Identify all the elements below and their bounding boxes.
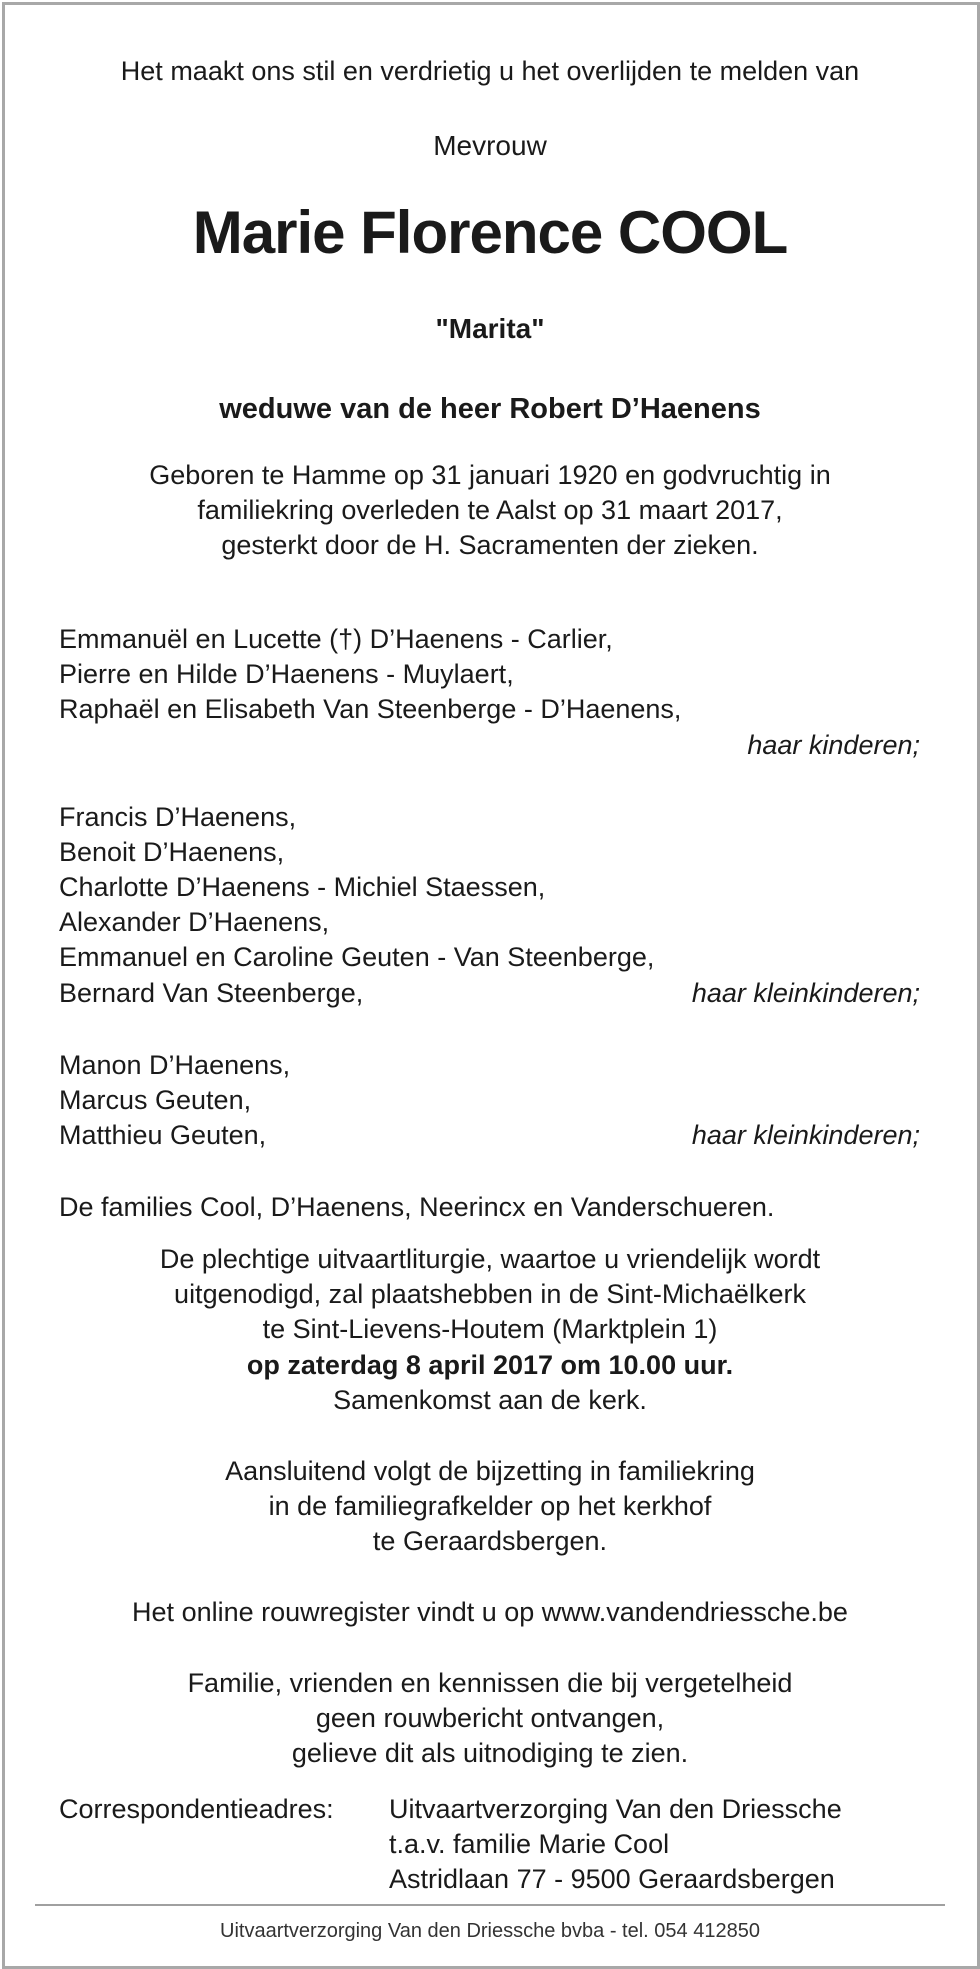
ceremony-line: uitgenodigd, zal plaatshebben in de Sint-Michaëlkerk [174,1279,806,1309]
burial-line: Aansluitend volgt de bijzetting in familiekring [225,1456,755,1486]
deceased-name: Marie Florence COOL [192,199,788,266]
footer-divider [35,1904,945,1906]
invitation-note-line: geen rouwbericht ontvangen, [315,1703,665,1733]
child-name: Emmanuël en Lucette (†) D’Haenens - Carlier, [59,624,613,654]
grandchild-name: Bernard Van Steenberge, [59,978,364,1008]
families-text: De families Cool, D’Haenens, Neerincx en Vanderschueren. [59,1192,775,1222]
invitation-note-line: Familie, vrienden en kennissen die bij vergetelheid [187,1668,793,1698]
intro-text: Het maakt ons stil en verdrietig u het overlijden te melden van [120,56,860,86]
footer-text: Uitvaartverzorging Van den Driessche bvba - tel. 054 412850 [220,1920,760,1942]
children-role: haar kinderen; [747,730,920,760]
ceremony-gathering: Samenkomst aan de kerk. [333,1385,647,1415]
grandchild-name: Benoit D’Haenens, [59,837,285,867]
grandchild-name: Alexander D’Haenens, [59,907,330,937]
great-grandchildren-role: haar kleinkinderen; [691,1120,920,1150]
child-name: Raphaël en Elisabeth Van Steenberge - D’Haenens, [59,694,682,724]
correspondence-line: Astridlaan 77 - 9500 Geraardsbergen [389,1864,835,1894]
ceremony-line: te Sint-Lievens-Houtem (Marktplein 1) [262,1314,718,1344]
great-grandchild-name: Marcus Geuten, [59,1085,252,1115]
great-grandchild-name: Matthieu Geuten, [59,1120,267,1150]
grandchild-name: Emmanuel en Caroline Geuten - Van Steenberge, [59,942,655,972]
invitation-note-line: gelieve dit als uitnodiging te zien. [291,1738,689,1768]
great-grandchild-name: Manon D’Haenens, [59,1050,291,1080]
birth-death-line: Geboren te Hamme op 31 januari 1920 en godvruchtig in [149,460,831,490]
online-register-text: Het online rouwregister vindt u op www.vandendriessche.be [132,1597,848,1627]
child-name: Pierre en Hilde D’Haenens - Muylaert, [59,659,514,689]
ceremony-date: op zaterdag 8 april 2017 om 10.00 uur. [246,1350,734,1380]
widow-of: weduwe van de heer Robert D’Haenens [219,393,761,425]
birth-death-line: gesterkt door de H. Sacramenten der zieken. [221,530,759,560]
correspondence-line: Uitvaartverzorging Van den Driessche [389,1794,842,1824]
ceremony-line: De plechtige uitvaartliturgie, waartoe u vriendelijk wordt [159,1244,821,1274]
grandchild-name: Charlotte D’Haenens - Michiel Staessen, [59,872,546,902]
burial-line: in de familiegrafkelder op het kerkhof [268,1491,712,1521]
birth-death-line: familiekring overleden te Aalst op 31 maart 2017, [197,495,783,525]
burial-line: te Geraardsbergen. [372,1526,608,1556]
nickname: "Marita" [435,313,545,344]
grandchild-name: Francis D’Haenens, [59,802,297,832]
title-text: Mevrouw [433,130,547,161]
correspondence-line: t.a.v. familie Marie Cool [389,1829,670,1859]
correspondence-label: Correspondentieadres: [59,1794,334,1824]
grandchildren-role: haar kleinkinderen; [691,978,920,1008]
